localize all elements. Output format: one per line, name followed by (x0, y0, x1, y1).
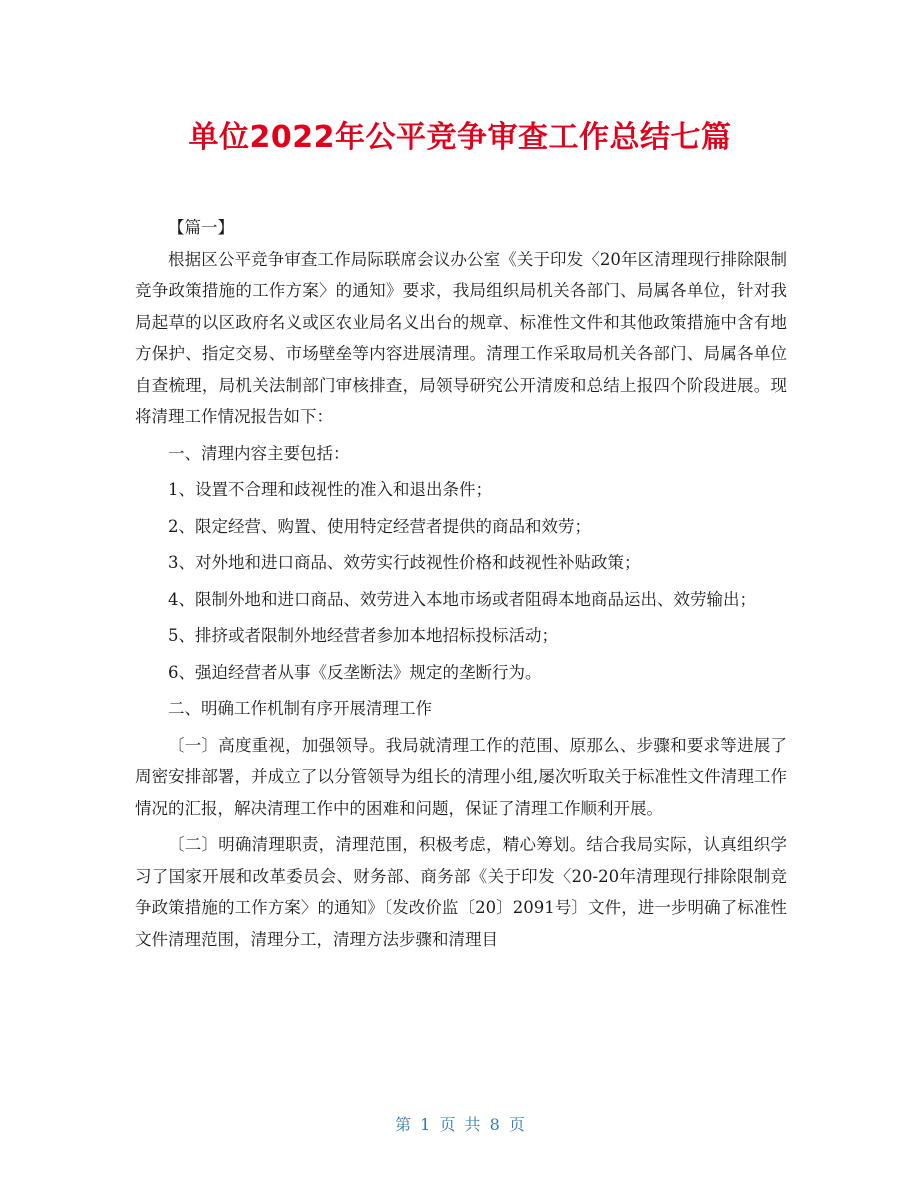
list-item-5: 5、排挤或者限制外地经营者参加本地招标投标活动； (168, 626, 558, 645)
list-item-3: 3、对外地和进口商品、效劳实行歧视性价格和歧视性补贴政策； (168, 553, 641, 572)
page-number-footer: 第 1 页 共 8 页 (395, 1115, 525, 1134)
document-body (135, 212, 787, 955)
paragraph-intro: 根据区公平竞争审查工作局际联席会议办公室《关于印发〈20年区清理现行排除限制竞争政策措施的工作方案〉的通知》要求，我局组织局机关各部门、局属各单位，针对我局起草的以区政府名义或区农业局名义出台的规章、标准性文件和其他政策措施中含有地方保护、指定交易、市场壁垒等内容进展清理。清理工作采取局机关各部门、局属各单位自查梳理，局机关法制部门审核排查，局领导研究公开清废和总结上报四个阶段进展。现将清理工作情况报告如下： (135, 249, 787, 426)
paragraph-subsection-2: 〔二〕明确清理职责，清理范围，积极考虑，精心筹划。结合我局实际，认真组织学习了国家开展和改革委员会、财务部、商务部《关于印发〈20-20年清理现行排除限制竞争政策措施的工作方案〉的通知》〔发改价监〔20〕2091号〕文件，进一步明确了标准性文件清理范围，清理分工，清理方法步骤和清理目 (135, 835, 787, 949)
list-item-4: 4、限制外地和进口商品、效劳进入本地市场或者阻碍本地商品运出、效劳输出； (168, 589, 756, 609)
document-title: 单位2022年公平竞争审查工作总结七篇 (188, 120, 732, 155)
section-label: 【篇一】 (168, 218, 234, 237)
list-item-1: 1、设置不合理和歧视性的准入和退出条件； (168, 480, 492, 499)
paragraph-heading-2: 二、明确工作机制有序开展清理工作 (168, 699, 432, 718)
paragraph-subsection-1: 〔一〕高度重视，加强领导。我局就清理工作的范围、原那么、步骤和要求等进展了周密安排部署，并成立了以分管领导为组长的清理小组,屡次听取关于标准性文件清理工作情况的汇报，解决清理工作中的困难和问题，保证了清理工作顺利开展。 (135, 735, 787, 818)
paragraph-heading-1: 一、清理内容主要包括： (168, 443, 350, 463)
list-item-2: 2、限定经营、购置、使用特定经营者提供的商品和效劳； (168, 516, 591, 536)
list-item-6: 6、强迫经营者从事《反垄断法》规定的垄断行为。 (168, 662, 542, 682)
